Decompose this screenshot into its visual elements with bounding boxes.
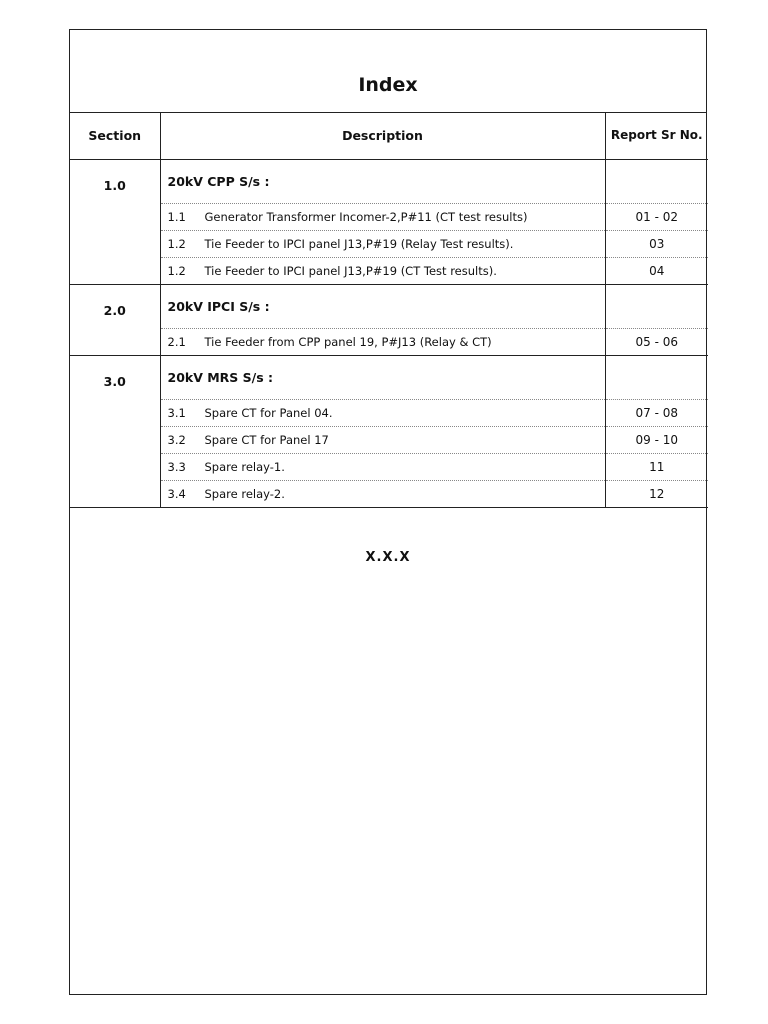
item-text: Tie Feeder from CPP panel 19, P#J13 (Relay & CT) [204,334,492,349]
item-report-number: 11 [605,453,708,480]
item-text: Tie Feeder to IPCI panel J13,P#19 (Relay Test results). [204,236,514,251]
section-report-empty [605,159,708,203]
item-text: Spare CT for Panel 17 [204,432,329,447]
item-description [160,203,605,230]
item-report-number: 04 [605,257,708,284]
document-page [69,29,707,995]
item-text: Tie Feeder to IPCI panel J13,P#19 (CT Test results). [204,263,497,278]
item-number: 1.2 [167,263,186,278]
section-title: 20kV MRS S/s : [160,355,605,399]
item-description [160,328,605,355]
section-title: 20kV CPP S/s : [160,159,605,203]
page-title: Index [358,74,418,96]
end-mark: X.X.X [365,550,411,565]
column-header-section: Section [70,112,160,159]
item-report-number: 01 - 02 [605,203,708,230]
section-title: 20kV IPCI S/s : [160,284,605,328]
table-row [70,230,708,257]
item-description [160,230,605,257]
item-report-number: 03 [605,230,708,257]
item-number: 1.1 [167,209,186,224]
item-number: 3.4 [167,486,186,501]
item-number: 3.3 [167,459,186,474]
item-report-number: 07 - 08 [605,399,708,426]
section-number: 2.0 [70,284,160,355]
item-description [160,399,605,426]
table-row [70,328,708,355]
table-row [70,426,708,453]
section-number: 1.0 [70,159,160,284]
item-number: 1.2 [167,236,186,251]
item-description [160,426,605,453]
table-row [70,480,708,507]
section-row [70,284,708,328]
column-header-report: Report Sr No. [605,112,708,159]
section-number: 3.0 [70,355,160,507]
item-report-number: 05 - 06 [605,328,708,355]
item-text: Spare relay-1. [204,459,285,474]
item-description [160,480,605,507]
item-description [160,257,605,284]
section-row [70,355,708,399]
table-row [70,203,708,230]
item-number: 2.1 [167,334,186,349]
section-row [70,159,708,203]
table-row [70,453,708,480]
item-text: Spare CT for Panel 04. [204,405,333,420]
item-description [160,453,605,480]
section-report-empty [605,284,708,328]
item-number: 3.2 [167,432,186,447]
table-row [70,257,708,284]
item-text: Spare relay-2. [204,486,285,501]
column-header-description: Description [160,112,605,159]
item-text: Generator Transformer Incomer-2,P#11 (CT test results) [204,209,528,224]
table-row [70,399,708,426]
table-header-row [70,112,708,159]
item-report-number: 12 [605,480,708,507]
item-number: 3.1 [167,405,186,420]
item-report-number: 09 - 10 [605,426,708,453]
section-report-empty [605,355,708,399]
index-table [70,112,708,508]
